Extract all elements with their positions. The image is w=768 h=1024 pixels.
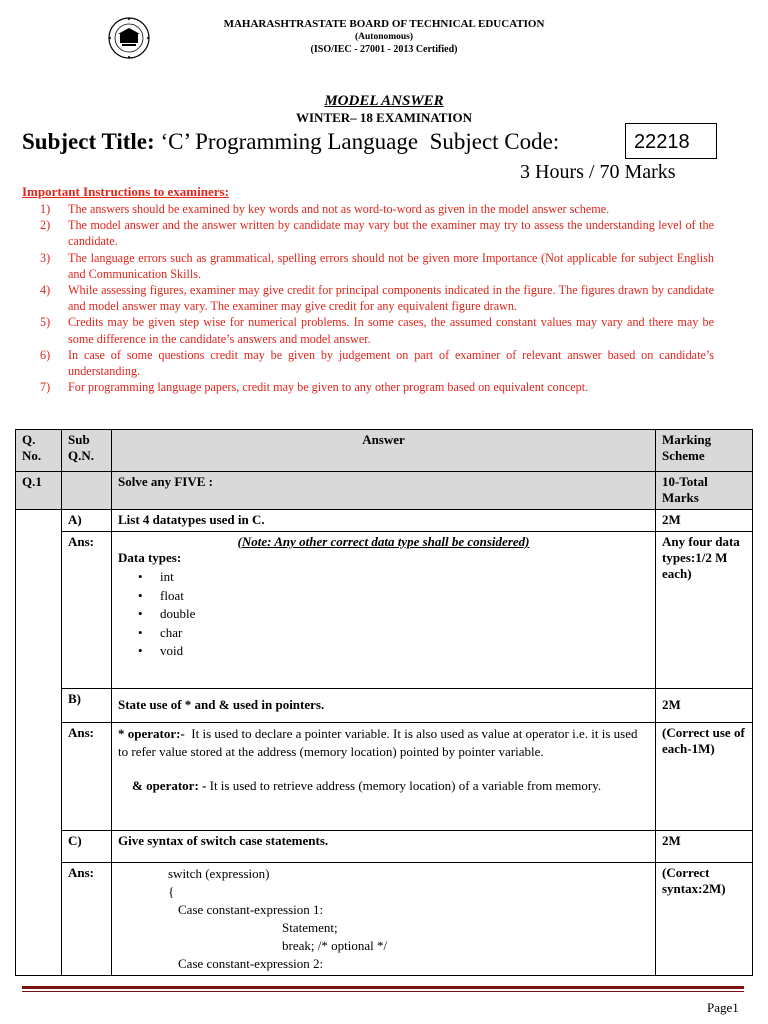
instruction-item: 6) In case of some questions credit may be given by judgement on part of examiner of relevant answer based on candidate’s understanding.: [40, 347, 714, 379]
answer-table: [15, 429, 753, 976]
marks-a: 2M: [656, 510, 753, 532]
q1-marks: 10-Total Marks: [656, 472, 753, 510]
instructions-list: [22, 201, 714, 395]
subject-code-box: 22218: [625, 123, 717, 159]
marks-b: 2M: [656, 689, 753, 723]
subject-title-label: Subject Title:: [22, 129, 155, 154]
code-line: Case constant-expression 1:: [178, 902, 324, 917]
ans-b-label: Ans:: [62, 723, 112, 831]
instruction-item: 1) The answers should be examined by key words and not as word-to-word as given in the model answer scheme.: [40, 202, 610, 216]
footer-rule-thin: [22, 991, 744, 992]
question-c: Give syntax of switch case statements.: [112, 831, 656, 863]
table-row: [16, 532, 753, 689]
list-item: • void: [160, 642, 649, 661]
subject-code-label: Subject Code:: [429, 129, 560, 154]
instruction-item: 2) The model answer and the answer written by candidate may vary but the examiner may try to assess the understanding level of the candidate.: [40, 218, 714, 249]
star-operator-text: It is used to declare a pointer variable. It is also used as value at operator i.e. it is used to refer value stored at the address (memory location) pointed by pointer variable.: [118, 726, 638, 759]
qno-blank-cell: [16, 510, 62, 976]
header-subqn: Sub Q.N.: [62, 430, 112, 472]
ans-a-label: Ans:: [62, 532, 112, 689]
instructions-heading: Important Instructions to examiners:: [22, 184, 229, 199]
table-row: [16, 831, 753, 863]
list-item: • double: [160, 605, 649, 624]
q1-sub: [62, 472, 112, 510]
code-line: Statement;: [282, 920, 338, 935]
table-row: [16, 689, 753, 723]
autonomous-label: (Autonomous): [354, 32, 414, 42]
instruction-item: 3) The language errors such as grammatical, spelling errors should not be given more Importance (Not applicable for subject English and Communication Skills.: [40, 250, 714, 281]
answer-a-note: (Note: Any other correct data type shall be considered): [237, 534, 530, 549]
sub-a-label: A): [62, 510, 112, 532]
examination-label: WINTER– 18 EXAMINATION: [296, 110, 472, 125]
q1-text: Solve any FIVE :: [112, 472, 656, 510]
list-item: • int: [160, 568, 649, 587]
data-types-list: [118, 568, 649, 661]
code-line: Case constant-expression 2:: [178, 956, 324, 971]
question-a: List 4 datatypes used in C.: [112, 510, 656, 532]
list-item: • char: [160, 624, 649, 643]
table-row: [16, 863, 753, 976]
question-b: State use of * and & used in pointers.: [112, 689, 656, 723]
answer-a: [112, 532, 656, 689]
scheme-b: (Correct use of each-1M): [656, 723, 753, 831]
header-answer: Answer: [112, 430, 656, 472]
list-item: • float: [160, 587, 649, 606]
question-1-row: [16, 472, 753, 510]
table-row: [16, 510, 753, 532]
amp-operator-label: & operator: -: [132, 778, 207, 793]
answer-b: [112, 723, 656, 831]
table-header-row: [16, 430, 753, 472]
board-name: MAHARASHTRASTATE BOARD OF TECHNICAL EDUCATION: [223, 18, 545, 30]
instruction-item: 4) While assessing figures, examiner may give credit for principal components indicated in the figure. The figures drawn by candidate and model answer may vary. The examiner may give credit for any equivalent figure drawn.: [40, 283, 714, 314]
subject-line: [22, 129, 559, 155]
scheme-a: Any four data types:1/2 M each): [656, 532, 753, 689]
footer-rule: [22, 986, 744, 989]
sub-c-label: C): [62, 831, 112, 863]
instruction-item: 7) For programming language papers, credit may be given to any other program based on equivalent concept.: [40, 380, 589, 395]
data-types-label: Data types:: [118, 550, 182, 565]
subject-title: ‘C’ Programming Language: [160, 129, 419, 154]
sub-b-label: B): [62, 689, 112, 723]
header-marking: Marking Scheme: [656, 430, 753, 472]
header-qno: Q. No.: [16, 430, 62, 472]
ans-c-label: Ans:: [62, 863, 112, 976]
model-answer-heading: MODEL ANSWER: [324, 93, 444, 109]
amp-operator-text: It is used to retrieve address (memory location) of a variable from memory.: [209, 778, 602, 793]
instruction-item: 5) Credits may be given step wise for numerical problems. In some cases, the assumed constant values may vary and there may be some difference in the candidate’s answers and model answer.: [40, 315, 714, 346]
scheme-c: (Correct syntax:2M): [656, 863, 753, 976]
code-line: switch (expression): [168, 866, 270, 881]
q1-number: Q.1: [16, 472, 62, 510]
marks-c: 2M: [656, 831, 753, 863]
page-number: Page1: [707, 1000, 739, 1015]
star-operator-label: * operator:-: [118, 726, 185, 741]
duration-marks: 3 Hours / 70 Marks: [520, 161, 676, 183]
certification-label: (ISO/IEC - 27001 - 2013 Certified): [310, 44, 458, 55]
code-line: break; /* optional */: [282, 938, 388, 953]
answer-c-code: [112, 863, 656, 976]
table-row: [16, 723, 753, 831]
code-line: {: [168, 884, 175, 899]
